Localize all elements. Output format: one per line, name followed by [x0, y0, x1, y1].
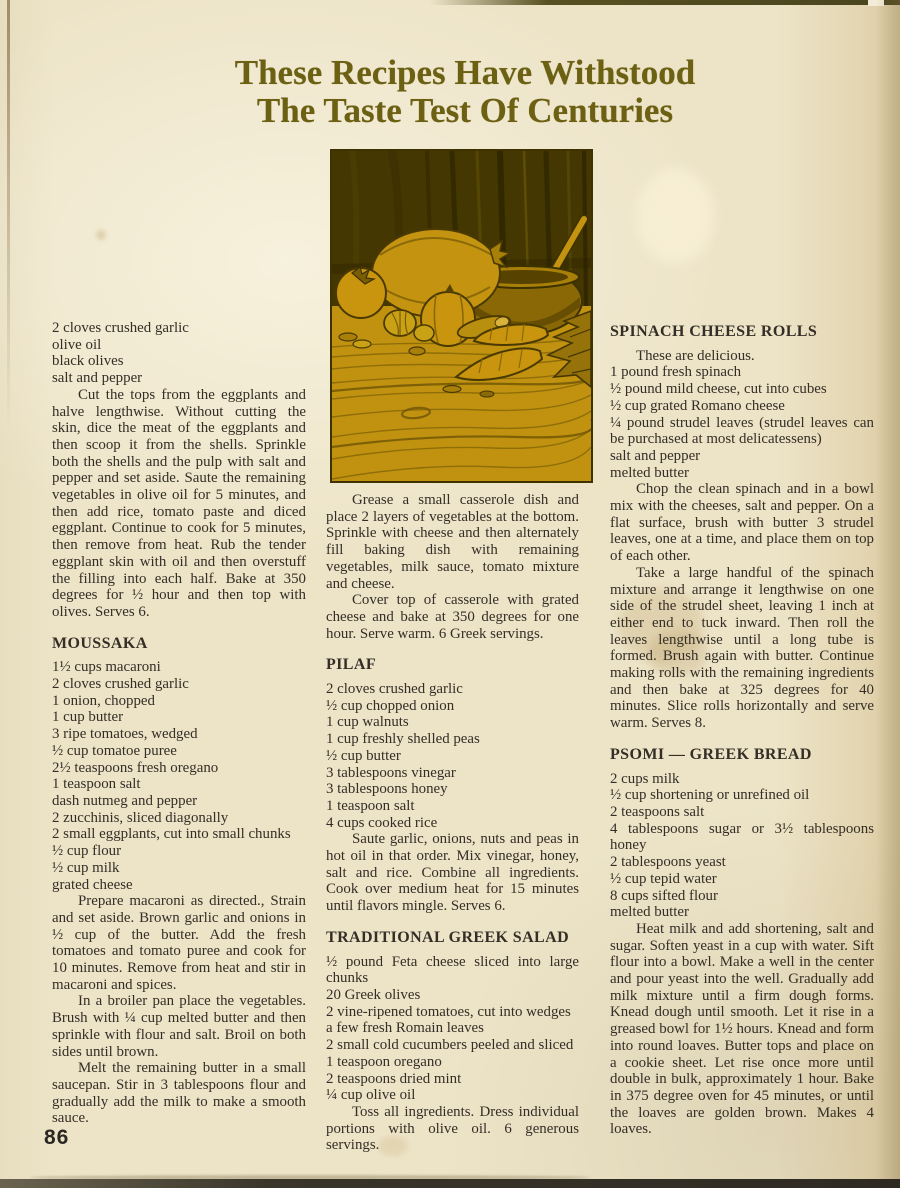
ingredient-line: ½ cup flour: [52, 843, 122, 860]
ingredient-line: salt and pepper: [610, 447, 701, 464]
recipe-paragraph: These are delicious.: [636, 347, 755, 364]
ingredient-line: ¼ cup olive oil: [326, 1087, 416, 1104]
ingredient-line: 1 teaspoon salt: [326, 797, 415, 814]
ingredient-line: 20 Greek olives: [326, 986, 421, 1003]
page-title: [40, 54, 890, 130]
ingredient-line: 2½ teaspoons fresh oregano: [52, 759, 219, 776]
ingredient-line: 2 teaspoons salt: [610, 803, 705, 820]
recipe-heading: TRADITIONAL GREEK SALAD: [326, 928, 570, 946]
ingredient-line: salt and pepper: [52, 370, 143, 387]
ingredient-line: ½ pound mild cheese, cut into cubes: [610, 381, 827, 398]
ingredient-line: ¼ pound strudel leaves (strudel leaves can be purchased at most delicatessens): [610, 414, 874, 448]
ingredient-line: ½ cup milk: [52, 859, 120, 876]
ingredient-line: black olives: [52, 353, 124, 370]
ingredient-line: 2 cups milk: [610, 770, 680, 787]
recipe-column-right: [610, 324, 874, 1138]
ingredient-line: 4 cups cooked rice: [326, 814, 438, 831]
recipe-paragraph: Take a large handful of the spinach mixture and arrange it lengthwise on one side of the strudel sheet, leaving 1 inch at either end to tuck inward. Then roll the leaves lengthwise until a long tube is formed. Brush again with butter. Continue making rolls with the remaining ingredients and then bake at 325 degrees for 40 minutes. Slice rolls horizontally and serve warm. Serves 8.: [610, 564, 874, 732]
ingredient-line: 3 ripe tomatoes, wedged: [52, 726, 198, 743]
ingredient-line: ½ cup butter: [326, 747, 401, 764]
ingredient-line: 2 vine-ripened tomatoes, cut into wedges: [326, 1003, 571, 1020]
ingredient-line: 2 cloves crushed garlic: [52, 320, 189, 336]
recipe-paragraph: Prepare macaroni as directed., Strain and set aside. Brown garlic and onions in ½ cup of the butter. Add the fresh tomatoes and tomato puree and cook for 10 minutes. Remove from heat and stir in macaroni and spices.: [52, 893, 306, 993]
ingredient-line: 2 zucchinis, sliced diagonally: [52, 809, 229, 826]
recipe-paragraph: In a broiler pan place the vegetables. Brush with ¼ cup melted butter and then sprinkle with flour and salt. Broil on both sides until brown.: [52, 993, 306, 1060]
ingredient-line: ½ cup shortening or unrefined oil: [610, 787, 810, 804]
ingredient-line: 1 pound fresh spinach: [610, 364, 742, 381]
recipe-heading: MOUSSAKA: [52, 634, 148, 652]
light-patch-stain: [636, 168, 714, 264]
page-edge-bottom: [0, 1179, 900, 1188]
recipe-paragraph: Melt the remaining butter in a small saucepan. Stir in 3 tablespoons flour and gradually add the milk to make a smooth sauce.: [52, 1060, 306, 1127]
ingredient-line: 2 tablespoons yeast: [610, 854, 726, 871]
page-title-line2: The Taste Test Of Centuries: [256, 91, 674, 130]
recipe-column-left: [52, 320, 306, 1127]
ingredient-line: 1 onion, chopped: [52, 692, 155, 709]
ingredient-line: 1 teaspoon oregano: [326, 1053, 442, 1070]
ingredient-line: grated cheese: [52, 876, 133, 893]
ingredient-line: a few fresh Romain leaves: [326, 1020, 484, 1037]
ingredient-line: dash nutmeg and pepper: [52, 792, 198, 809]
small-stain: [96, 230, 106, 240]
ingredient-line: 1 cup freshly shelled peas: [326, 731, 480, 748]
recipe-heading: PILAF: [326, 656, 376, 674]
ingredient-line: ½ cup tomatoe puree: [52, 742, 177, 759]
ingredient-line: 1 cup walnuts: [326, 714, 409, 731]
ingredient-line: ½ pound Feta cheese sliced into large chunks: [326, 953, 579, 987]
page-edge-right: [876, 0, 900, 1188]
ingredient-line: olive oil: [52, 336, 102, 353]
ingredient-line: 2 cloves crushed garlic: [326, 681, 463, 698]
ingredient-line: 3 tablespoons honey: [326, 781, 448, 798]
ingredient-line: 2 small cold cucumbers peeled and sliced: [326, 1037, 574, 1054]
ingredient-line: 2 small eggplants, cut into small chunks: [52, 826, 291, 843]
recipe-paragraph: Heat milk and add shortening, salt and sugar. Soften yeast in a cup with water. Sift flour into a bowl. Make a well in the center and pour yeast into the well. Gradually add milk mixture until a firm dough forms. Knead dough until smooth. Let it rise in a greased bowl for 1½ hours. Knead and form into round loaves. Butter tops and place on a cookie sheet. Let rise once more until double in bulk, approximately 1 hour. Bake in 375 degree oven for 45 minutes, or until the loaves are golden brown. Makes 4 loaves.: [610, 920, 874, 1138]
recipe-paragraph: Toss all ingredients. Dress individual portions with olive oil. 6 generous servings.: [326, 1103, 579, 1154]
ingredient-line: 2 teaspoons dried mint: [326, 1070, 462, 1087]
recipe-heading: PSOMI — GREEK BREAD: [610, 745, 812, 763]
ingredient-line: 3 tablespoons vinegar: [326, 764, 456, 781]
ingredient-line: 1 cup butter: [52, 709, 124, 726]
recipe-paragraph: Cut the tops from the eggplants and halve lengthwise. Without cutting the skin, dice the meat of the eggplants and then scoop it from the shells. Sprinkle both the shells and the pulp with salt and pepper and set aside. Saute the remaining vegetables in olive oil for 5 minutes, and then add rice, tomato paste and diced eggplant. Continue to cook for 5 minutes, then remove from heat. Rub the tender eggplant skin with oil and then overstuff the filling into each half. Bake at 350 degrees for ½ hour and then top with olives. Serves 6.: [52, 386, 306, 620]
page-edge-left: [7, 0, 10, 430]
ingredient-line: melted butter: [610, 464, 689, 481]
page-title-line1: These Recipes Have Withstood: [234, 53, 696, 92]
ingredient-line: melted butter: [610, 904, 689, 921]
ingredient-line: 1 teaspoon salt: [52, 776, 141, 793]
page-number: 86: [44, 1126, 70, 1149]
recipe-heading: SPINACH CHEESE ROLLS: [610, 323, 818, 340]
ingredient-line: 2 cloves crushed garlic: [52, 676, 189, 693]
ingredient-line: 8 cups sifted flour: [610, 887, 718, 904]
vegetable-still-life-illustration: [330, 149, 593, 483]
recipe-column-middle: [326, 492, 579, 1154]
ingredient-line: 4 tablespoons sugar or 3½ tablespoons honey: [610, 820, 874, 854]
page-edge-top: [430, 0, 900, 5]
recipe-paragraph: Saute garlic, onions, nuts and peas in hot oil in that order. Mix vinegar, honey, salt and rice. Combine all ingredients. Cook over medium heat for 15 minutes until flavors mingle. Serves 6.: [326, 831, 579, 915]
still-life-drawing: [332, 151, 591, 481]
ingredient-line: ½ cup tepid water: [610, 870, 717, 887]
ingredient-line: ½ cup grated Romano cheese: [610, 397, 785, 414]
ingredient-line: 1½ cups macaroni: [52, 659, 161, 676]
recipe-paragraph: Grease a small casserole dish and place 2 layers of vegetables at the bottom. Sprinkle with cheese and then alternately fill baking dish with remaining vegetables, milk sauce, tomato mixture and cheese.: [326, 492, 579, 592]
recipe-paragraph: Chop the clean spinach and in a bowl mix with the cheeses, salt and pepper. On a flat surface, brush with butter 3 strudel leaves, one at a time, and place them on top of each other.: [610, 481, 874, 565]
recipe-paragraph: Cover top of casserole with grated cheese and bake at 350 degrees for one hour. Serve warm. 6 Greek servings.: [326, 592, 579, 642]
ingredient-line: ½ cup chopped onion: [326, 697, 455, 714]
